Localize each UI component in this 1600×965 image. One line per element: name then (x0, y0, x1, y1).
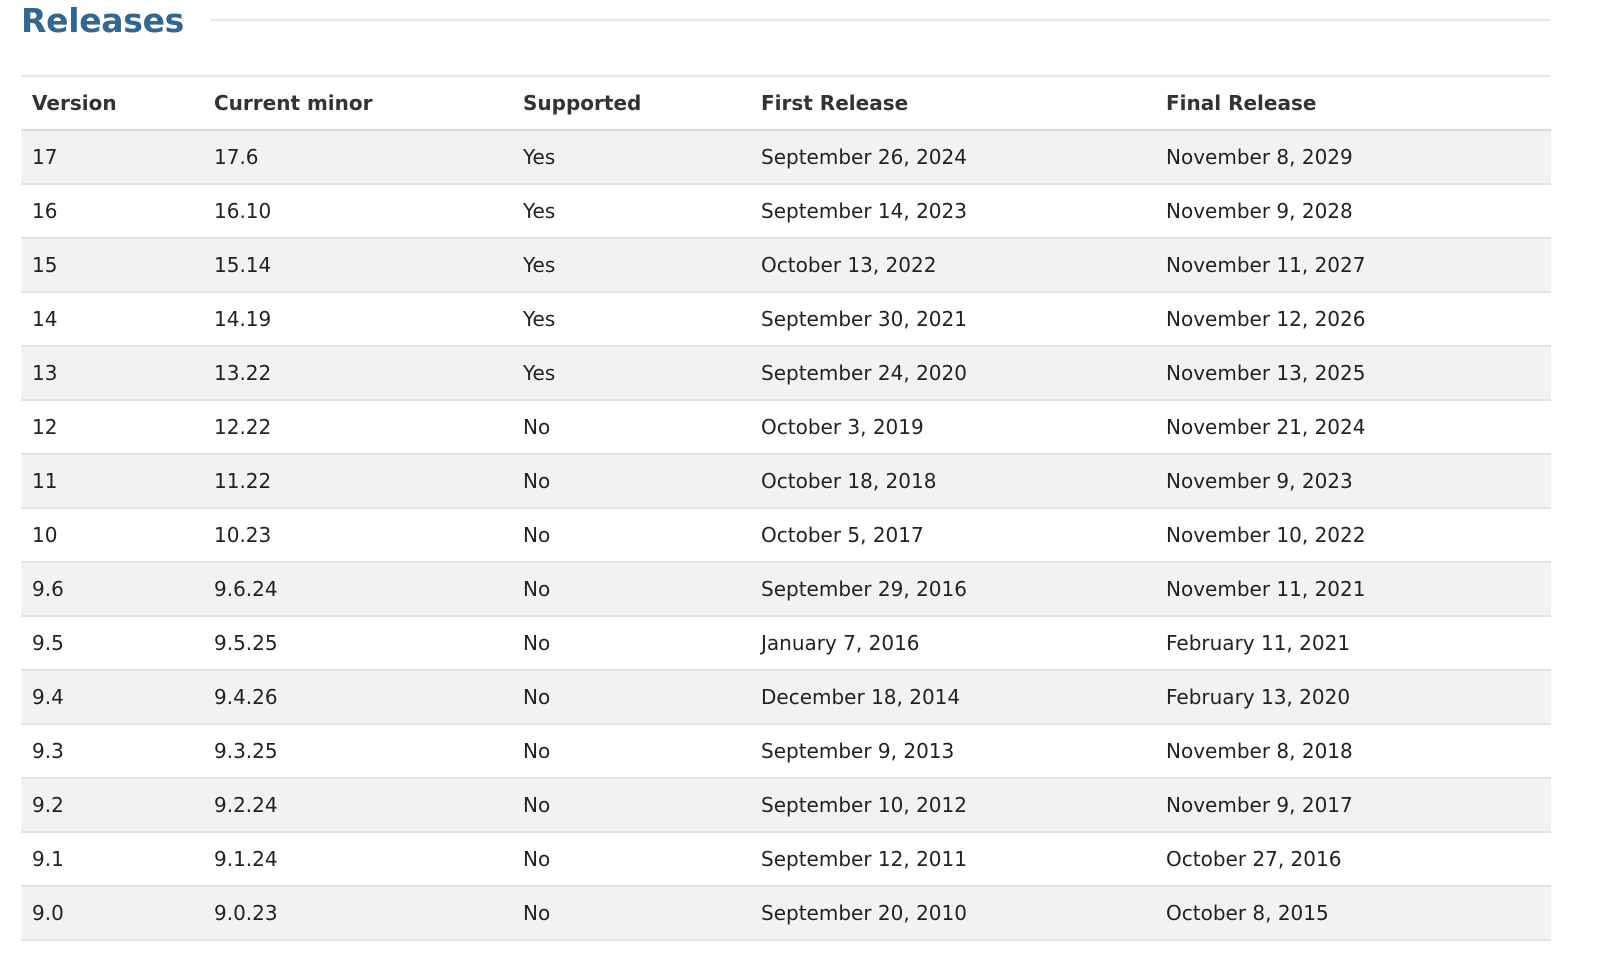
table-row (21, 832, 1551, 886)
table-row (21, 346, 1551, 400)
table-row (21, 454, 1551, 508)
current-minor-cell: 9.2.24 (203, 778, 512, 832)
version-cell: 14 (21, 292, 203, 346)
first-release-cell: September 20, 2010 (750, 886, 1155, 940)
table-row (21, 562, 1551, 616)
title-divider (211, 19, 1551, 21)
column-header-supported: Supported (512, 76, 750, 130)
first-release-cell: September 9, 2013 (750, 724, 1155, 778)
final-release-cell: November 21, 2024 (1155, 400, 1551, 454)
supported-cell: No (512, 616, 750, 670)
first-release-cell: September 10, 2012 (750, 778, 1155, 832)
version-cell: 10 (21, 508, 203, 562)
final-release-cell: November 10, 2022 (1155, 508, 1551, 562)
table-row (21, 508, 1551, 562)
first-release-cell: October 5, 2017 (750, 508, 1155, 562)
supported-cell: No (512, 400, 750, 454)
final-release-cell: October 27, 2016 (1155, 832, 1551, 886)
table-row (21, 886, 1551, 940)
current-minor-cell: 9.6.24 (203, 562, 512, 616)
version-cell: 13 (21, 346, 203, 400)
first-release-cell: September 12, 2011 (750, 832, 1155, 886)
final-release-cell: February 11, 2021 (1155, 616, 1551, 670)
section-title: Releases (21, 1, 185, 40)
column-header-final-release: Final Release (1155, 76, 1551, 130)
version-cell: 9.1 (21, 832, 203, 886)
current-minor-cell: 9.4.26 (203, 670, 512, 724)
supported-cell: Yes (512, 292, 750, 346)
version-cell: 16 (21, 184, 203, 238)
table-row (21, 616, 1551, 670)
first-release-cell: September 29, 2016 (750, 562, 1155, 616)
table-row (21, 400, 1551, 454)
supported-cell: Yes (512, 184, 750, 238)
supported-cell: No (512, 670, 750, 724)
final-release-cell: November 13, 2025 (1155, 346, 1551, 400)
final-release-cell: November 12, 2026 (1155, 292, 1551, 346)
table-row (21, 130, 1551, 184)
supported-cell: Yes (512, 346, 750, 400)
version-cell: 9.6 (21, 562, 203, 616)
final-release-cell: February 13, 2020 (1155, 670, 1551, 724)
final-release-cell: November 9, 2028 (1155, 184, 1551, 238)
first-release-cell: December 18, 2014 (750, 670, 1155, 724)
supported-cell: No (512, 562, 750, 616)
current-minor-cell: 9.5.25 (203, 616, 512, 670)
releases-table (21, 75, 1551, 941)
current-minor-cell: 12.22 (203, 400, 512, 454)
final-release-cell: November 9, 2023 (1155, 454, 1551, 508)
version-cell: 9.2 (21, 778, 203, 832)
current-minor-cell: 15.14 (203, 238, 512, 292)
version-cell: 11 (21, 454, 203, 508)
version-cell: 17 (21, 130, 203, 184)
supported-cell: No (512, 832, 750, 886)
current-minor-cell: 9.1.24 (203, 832, 512, 886)
table-body (21, 130, 1551, 940)
version-cell: 9.0 (21, 886, 203, 940)
final-release-cell: November 8, 2018 (1155, 724, 1551, 778)
table-header-row (21, 76, 1551, 130)
table-row (21, 670, 1551, 724)
table-row (21, 724, 1551, 778)
column-header-first-release: First Release (750, 76, 1155, 130)
current-minor-cell: 17.6 (203, 130, 512, 184)
supported-cell: Yes (512, 130, 750, 184)
final-release-cell: November 11, 2027 (1155, 238, 1551, 292)
final-release-cell: November 11, 2021 (1155, 562, 1551, 616)
first-release-cell: January 7, 2016 (750, 616, 1155, 670)
current-minor-cell: 14.19 (203, 292, 512, 346)
version-cell: 12 (21, 400, 203, 454)
supported-cell: No (512, 454, 750, 508)
current-minor-cell: 13.22 (203, 346, 512, 400)
table-row (21, 184, 1551, 238)
current-minor-cell: 11.22 (203, 454, 512, 508)
table-row (21, 238, 1551, 292)
supported-cell: Yes (512, 238, 750, 292)
column-header-current-minor: Current minor (203, 76, 512, 130)
current-minor-cell: 9.3.25 (203, 724, 512, 778)
first-release-cell: September 24, 2020 (750, 346, 1155, 400)
final-release-cell: November 8, 2029 (1155, 130, 1551, 184)
first-release-cell: October 13, 2022 (750, 238, 1155, 292)
first-release-cell: September 26, 2024 (750, 130, 1155, 184)
first-release-cell: October 18, 2018 (750, 454, 1155, 508)
supported-cell: No (512, 886, 750, 940)
current-minor-cell: 16.10 (203, 184, 512, 238)
table-row (21, 292, 1551, 346)
first-release-cell: September 14, 2023 (750, 184, 1155, 238)
first-release-cell: September 30, 2021 (750, 292, 1155, 346)
final-release-cell: October 8, 2015 (1155, 886, 1551, 940)
current-minor-cell: 9.0.23 (203, 886, 512, 940)
table-row (21, 778, 1551, 832)
version-cell: 9.4 (21, 670, 203, 724)
version-cell: 9.5 (21, 616, 203, 670)
releases-table-container (21, 75, 1551, 941)
supported-cell: No (512, 778, 750, 832)
section-header (21, 0, 1551, 42)
column-header-version: Version (21, 76, 203, 130)
supported-cell: No (512, 508, 750, 562)
version-cell: 9.3 (21, 724, 203, 778)
supported-cell: No (512, 724, 750, 778)
current-minor-cell: 10.23 (203, 508, 512, 562)
final-release-cell: November 9, 2017 (1155, 778, 1551, 832)
first-release-cell: October 3, 2019 (750, 400, 1155, 454)
version-cell: 15 (21, 238, 203, 292)
